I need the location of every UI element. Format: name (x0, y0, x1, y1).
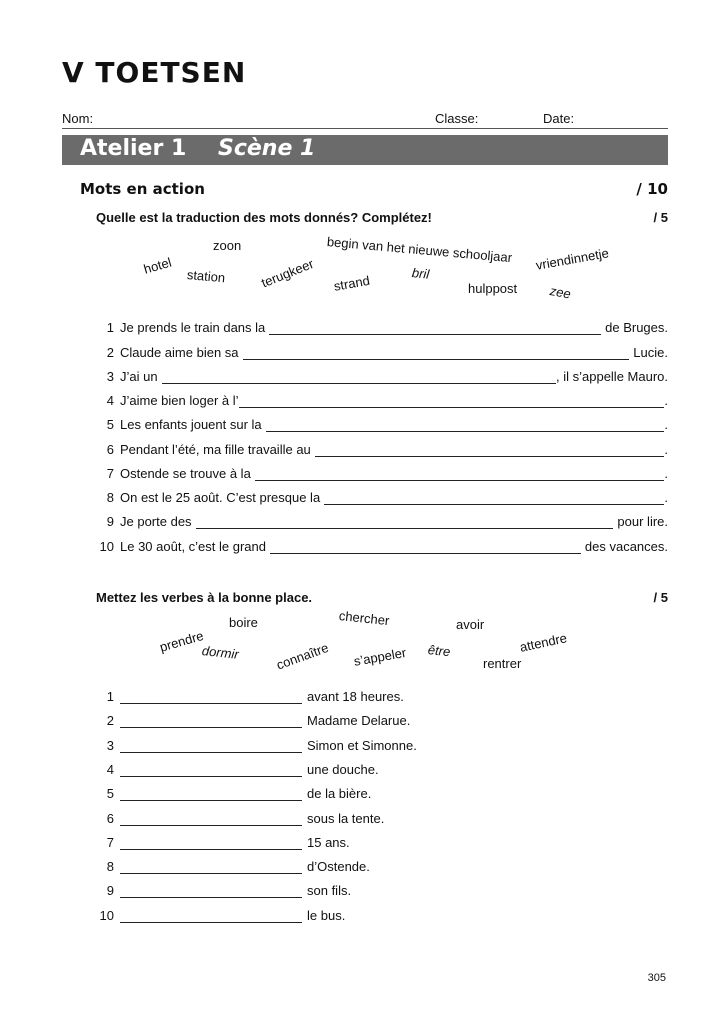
answer-blank[interactable] (239, 394, 665, 408)
exercise1-instruction: Quelle est la traduction des mots donnés? Complétez! (96, 210, 432, 225)
word-hulppost: hulppost (468, 281, 518, 296)
word-station: station (186, 267, 226, 286)
student-info-row (62, 110, 668, 129)
word-avoir: avoir (456, 617, 485, 632)
atelier-banner (62, 135, 668, 165)
classe-label: Classe: (435, 111, 479, 126)
exercise2-instruction: Mettez les verbes à la bonne place. (96, 590, 313, 605)
word-boire: boire (229, 615, 258, 630)
page-title: V TOETSEN (62, 56, 247, 89)
word-vriendinnetje: vriendinnetje (534, 245, 610, 273)
exercise2-score: / 5 (653, 590, 668, 605)
answer-blank[interactable] (120, 714, 302, 728)
verb-row-10: 10 le bus. (99, 908, 346, 923)
section-score: / 10 (636, 180, 668, 198)
answer-blank[interactable] (270, 540, 581, 554)
word-rentrer: rentrer (483, 656, 522, 671)
verb-row-2: 2 Madame Delarue. (106, 713, 411, 728)
scene-label: Scène 1 (218, 136, 316, 161)
sentence-row-3: 3 J’ai un , il s’appelle Mauro. (106, 369, 668, 384)
verb-row-8: 8 d’Ostende. (106, 859, 370, 874)
word-chercher: chercher (338, 608, 391, 629)
page-number: 305 (647, 972, 666, 984)
answer-blank[interactable] (255, 467, 665, 481)
exercise1-score: / 5 (653, 210, 668, 225)
answer-blank[interactable] (120, 690, 302, 704)
word-sappeler: s’appeler (352, 644, 408, 669)
sentence-row-6: 6 Pendant l’été, ma fille travaille au . (106, 442, 668, 457)
answer-blank[interactable] (196, 515, 614, 529)
sentence-row-8: 8 On est le 25 août. C’est presque la . (106, 490, 668, 505)
answer-blank[interactable] (120, 836, 302, 850)
answer-blank[interactable] (324, 491, 664, 505)
word-zee: zee (548, 283, 572, 302)
sentence-row-4: 4 J’aime bien loger à l’ . (106, 393, 668, 408)
verb-row-1: 1 avant 18 heures. (106, 689, 404, 704)
sentence-row-1: 1 Je prends le train dans la de Bruges. (106, 320, 668, 335)
answer-blank[interactable] (120, 787, 302, 801)
verb-row-3: 3 Simon et Simonne. (106, 738, 417, 753)
word-prendre: prendre (157, 627, 206, 655)
sentence-row-9: 9 Je porte des pour lire. (106, 514, 668, 529)
word-attendre: attendre (518, 630, 569, 655)
answer-blank[interactable] (266, 418, 665, 432)
sentence-row-5: 5 Les enfants jouent sur la . (106, 417, 668, 432)
answer-blank[interactable] (120, 763, 302, 777)
answer-blank[interactable] (269, 321, 601, 335)
sentence-row-2: 2 Claude aime bien sa Lucie. (106, 345, 668, 360)
word-begin-schooljaar: begin van het nieuwe schooljaar (326, 234, 513, 266)
atelier-label: Atelier 1 (80, 136, 187, 161)
word-strand: strand (332, 272, 371, 294)
answer-blank[interactable] (120, 909, 302, 923)
answer-blank[interactable] (315, 443, 665, 457)
answer-blank[interactable] (120, 860, 302, 874)
answer-blank[interactable] (120, 884, 302, 898)
answer-blank[interactable] (120, 739, 302, 753)
section-title: Mots en action (80, 180, 205, 198)
word-dormir: dormir (201, 643, 240, 662)
verb-row-5: 5 de la bière. (106, 786, 372, 801)
date-label: Date: (543, 111, 575, 126)
word-hotel: hotel (141, 254, 174, 277)
word-zoon: zoon (213, 238, 242, 253)
answer-blank[interactable] (162, 370, 556, 384)
sentence-row-10: 10 Le 30 août, c’est le grand des vacances. (99, 539, 668, 554)
sentence-row-7: 7 Ostende se trouve à la . (106, 466, 668, 481)
verb-row-6: 6 sous la tente. (106, 811, 385, 826)
word-terugkeer: terugkeer (259, 255, 316, 291)
answer-blank[interactable] (243, 346, 630, 360)
verb-row-7: 7 15 ans. (106, 835, 350, 850)
word-connaitre: connaître (274, 639, 331, 673)
nom-label: Nom: (62, 111, 94, 126)
word-bril: bril (411, 265, 431, 282)
verb-row-9: 9 son fils. (106, 883, 352, 898)
word-etre: être (427, 642, 452, 660)
verb-row-4: 4 une douche. (106, 762, 379, 777)
answer-blank[interactable] (120, 812, 302, 826)
